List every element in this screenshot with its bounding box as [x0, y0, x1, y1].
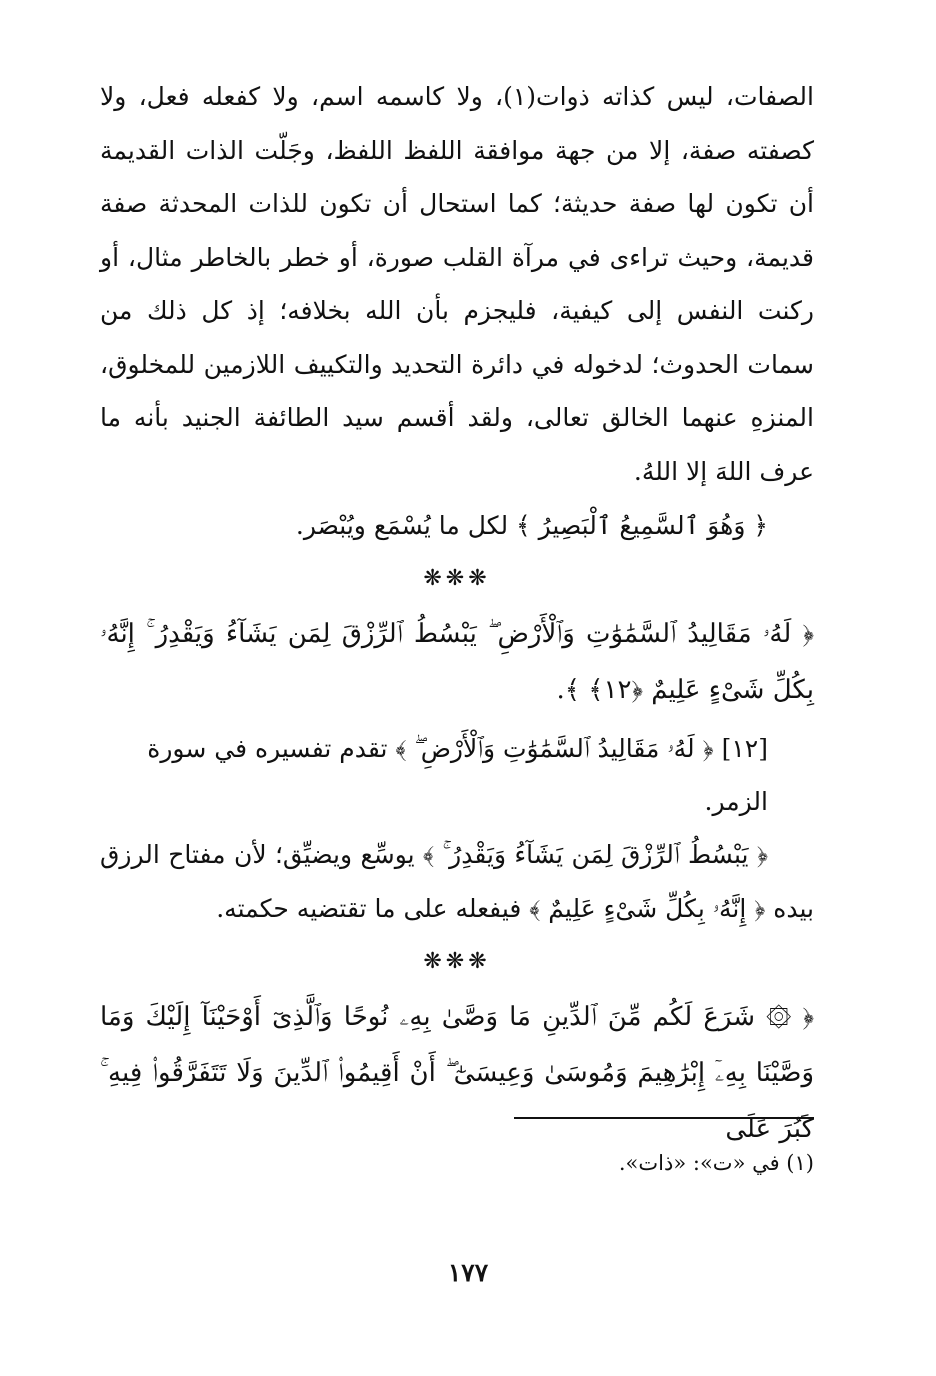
page-number: ١٧٧: [447, 1258, 489, 1287]
quran-verse-13: ﴿ ۞ شَرَعَ لَكُم مِّنَ ٱلدِّينِ مَا وَصَّىٰ بِهِۦ نُوحًا وَٱلَّذِىٓ أَوْحَيْنَآ إِلَيْكَ وَمَا وَصَّيْنَا بِهِۦٓ إِبْرَٰهِيمَ وَمُوسَىٰ وَعِيسَىٰٓ ۖ أَنْ أَقِيمُوا۟ ٱلدِّينَ وَلَا تَتَفَرَّقُوا۟ فِيهِ ۚ كَبُرَ عَلَى: [100, 1002, 814, 1144]
commentary-paragraph: ﴿ يَبْسُطُ ٱلرِّزْقَ لِمَن يَشَآءُ وَيَقْدِرُ ۚ ﴾ يوسِّع ويضيِّق؛ لأن مفتاح الرزق بيده ﴿ إِنَّهُۥ بِكُلِّ شَىْءٍ عَلِيمٌ ﴾ فيفعله على ما تقتضيه حكمته.: [100, 840, 814, 923]
footnote-separator: [514, 1117, 814, 1119]
commentary-paragraph: الصفات، ليس كذاته ذوات(١)، ولا كاسمه اسم، ولا كفعله فعل، ولا كصفته صفة، إلا من جهة موافقة اللفظ اللفظ، وجَلّت الذات القديمة أن تكون لها صفة حديثة؛ كما استحال أن تكون للذات المحدثة صفة قديمة، وحيث تراءى في مرآة القلب صورة، أو خطر بالخاطر مثال، أو ركنت النفس إلى كيفية، فليجزم بأن الله بخلافه؛ إذ كل ذلك من سمات الحدوث؛ لدخوله في دائرة التحديد والتكييف اللازمين للمخلوق، المنزهِ عنهما الخالق تعالى، ولقد أقسم سيد الطائفة الجنيد بأنه ما عرف اللهَ إلا اللهُ.: [100, 82, 814, 486]
verse-commentary-line: ﴿ وَهُوَ ٱلسَّمِيعُ ٱلْبَصِيرُ ﴾ لكل ما يُسْمَع ويُبْصَر.: [295, 511, 768, 540]
quran-verse-12: ﴿ لَهُۥ مَقَالِيدُ ٱلسَّمَٰوَٰتِ وَٱلْأَرْضِ ۖ يَبْسُطُ ٱلرِّزْقَ لِمَن يَشَآءُ وَيَقْدِرُ ۚ إِنَّهُۥ بِكُلِّ شَىْءٍ عَلِيمٌ ﴿١٢﴾ ﴾.: [100, 619, 814, 705]
section-divider: ❋❋❋: [423, 566, 491, 591]
verse-commentary-line: [١٢] ﴿ لَهُۥ مَقَالِيدُ ٱلسَّمَٰوَٰتِ وَٱلْأَرْضِ ۖ ﴾ تقدم تفسيره في سورة الزمر.: [147, 734, 768, 816]
section-divider: ❋❋❋: [423, 949, 491, 974]
page-body: [100, 70, 814, 1157]
footnote: (١) في «ت»: «ذات».: [618, 1151, 814, 1175]
